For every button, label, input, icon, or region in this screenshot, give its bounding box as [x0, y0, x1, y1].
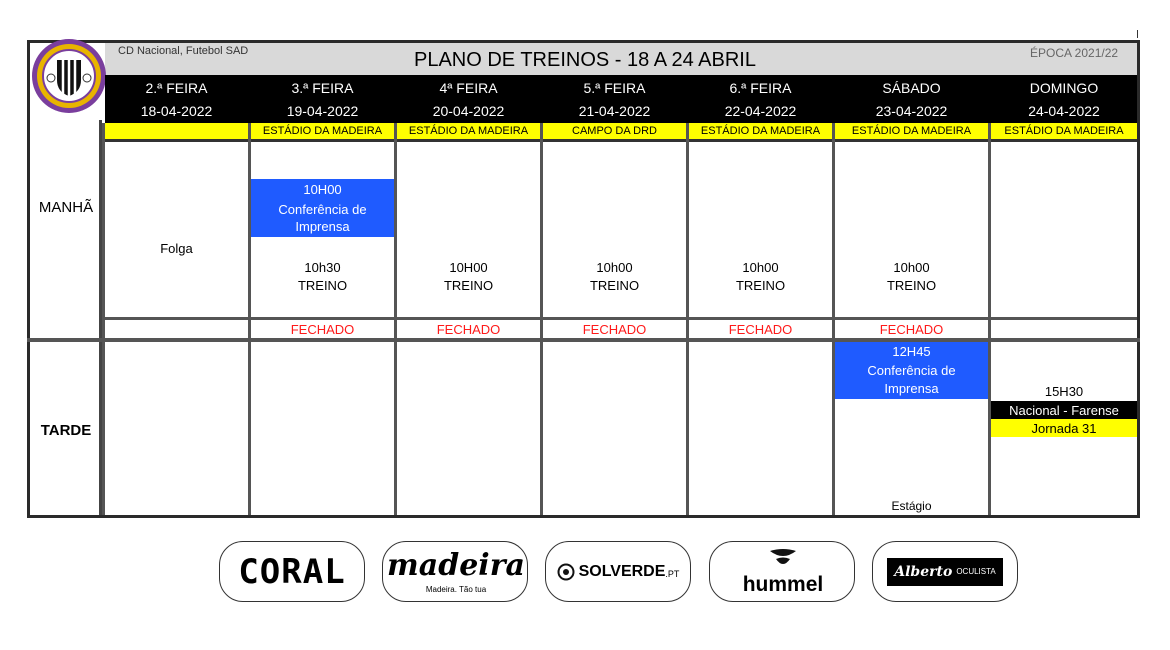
club-name: CD Nacional, Futebol SAD: [118, 45, 249, 57]
day-date-2: 20-04-2022: [432, 103, 505, 119]
day-name-4: 6.ª FEIRA: [729, 80, 792, 96]
sunday-match-time: 15H30: [1044, 384, 1084, 399]
venue-bottom-line: [105, 139, 1137, 142]
day-venue-6: ESTÁDIO DA MADEIRA: [1004, 125, 1124, 137]
wednesday-closed: FECHADO: [436, 321, 501, 337]
alberto-logo-suffix: OCULISTA: [956, 567, 996, 576]
season-label: ÉPOCA 2021/22: [1030, 46, 1119, 60]
page-title: PLANO DE TREINOS - 18 A 24 ABRIL: [413, 48, 756, 71]
tuesday-session: TREINO: [297, 278, 348, 293]
tuesday-time: 10h30: [304, 260, 341, 275]
sponsor-solverde: [545, 541, 691, 602]
day-name-1: 3.ª FEIRA: [291, 80, 354, 96]
tuesday-press-time: 10H00: [303, 182, 342, 197]
coral-logo-text: CORAL: [238, 551, 346, 592]
column-divider-3: [686, 123, 689, 515]
day-date-5: 23-04-2022: [875, 103, 948, 119]
madeira-tagline: Madeira. Tão tua: [425, 584, 487, 594]
club-logo: [29, 36, 109, 116]
friday-session: TREINO: [735, 278, 786, 293]
wednesday-session: TREINO: [443, 278, 494, 293]
day-venue-1: ESTÁDIO DA MADEIRA: [262, 125, 383, 137]
solverde-logo-text: SOLVERDE: [578, 562, 666, 580]
day-date-6: 24-04-2022: [1028, 103, 1100, 119]
column-divider-2: [540, 123, 543, 515]
sponsor-coral: [219, 541, 365, 602]
day-venue-3: CAMPO DA DRD: [572, 125, 657, 137]
tuesday-press-label: Conferência de Imprensa: [278, 202, 367, 234]
monday-rest: Folga: [160, 240, 193, 256]
day-venue-0: [105, 123, 248, 139]
sponsor-alberto: [872, 541, 1018, 602]
friday-time: 10h00: [742, 260, 779, 275]
saturday-session: TREINO: [886, 278, 937, 293]
saturday-press-label: Conferência de Imprensa: [867, 363, 956, 396]
day-date-4: 22-04-2022: [724, 103, 797, 119]
thursday-time: 10h00: [596, 260, 633, 275]
sunday-round: Jornada 31: [991, 419, 1137, 437]
friday-closed: FECHADO: [728, 321, 793, 337]
sponsor-madeira: [382, 541, 528, 602]
row-label-afternoon: TARDE: [40, 421, 92, 439]
alberto-logo-box: [887, 558, 1002, 586]
column-divider-first: [102, 123, 105, 515]
solverde-sun-icon: [557, 563, 575, 581]
day-name-2: 4ª FEIRA: [439, 80, 498, 96]
sunday-match: Nacional - Farense: [991, 401, 1137, 419]
solverde-logo-suffix: .PT: [665, 569, 680, 579]
day-venue-2: ESTÁDIO DA MADEIRA: [408, 125, 529, 137]
tuesday-closed: FECHADO: [290, 321, 355, 337]
column-divider-4: [832, 123, 835, 515]
day-date-3: 21-04-2022: [578, 103, 651, 119]
day-name-0: 2.ª FEIRA: [145, 80, 208, 96]
thursday-session: TREINO: [589, 278, 640, 293]
day-date-1: 19-04-2022: [286, 103, 359, 119]
row-label-morning: MANHÃ: [38, 198, 94, 216]
day-date-0: 18-04-2022: [140, 103, 213, 119]
saturday-stage: Estágio: [891, 498, 932, 513]
row-label-column: [30, 120, 102, 515]
edge-tick: [1137, 30, 1138, 38]
hummel-bee-icon: [766, 547, 800, 569]
day-name-6: DOMINGO: [1029, 80, 1099, 96]
wednesday-time: 10H00: [449, 260, 488, 275]
morning-bottom-line: [105, 317, 1137, 320]
hummel-logo-text: hummel: [742, 573, 824, 596]
saturday-press-time: 12H45: [892, 344, 931, 359]
column-divider-1: [394, 123, 397, 515]
club-crest-icon: [29, 36, 109, 116]
day-name-3: 5.ª FEIRA: [583, 80, 646, 96]
day-name-5: SÁBADO: [882, 80, 941, 96]
day-venue-4: ESTÁDIO DA MADEIRA: [700, 125, 821, 137]
saturday-time: 10h00: [893, 260, 930, 275]
sponsor-hummel: [709, 541, 855, 602]
day-venue-5: ESTÁDIO DA MADEIRA: [851, 125, 972, 137]
madeira-logo-text: madeira: [387, 547, 525, 583]
column-divider-5: [988, 123, 991, 515]
alberto-logo-text: Alberto: [894, 563, 953, 580]
thursday-closed: FECHADO: [582, 321, 647, 337]
saturday-closed: FECHADO: [879, 321, 944, 337]
